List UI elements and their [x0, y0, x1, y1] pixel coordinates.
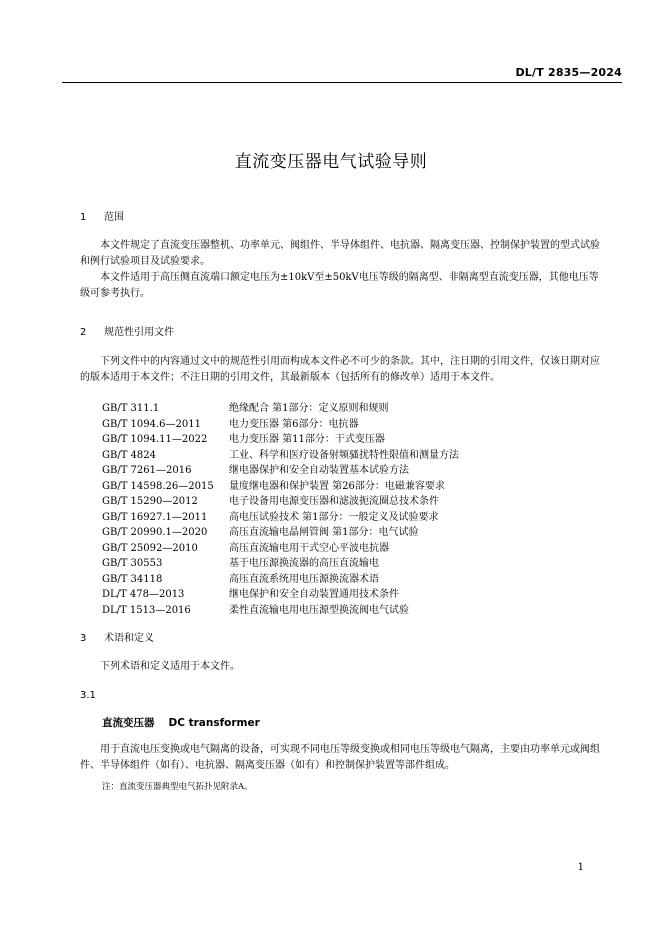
reference-title: 高压直流输电用干式空心平波电抗器: [229, 542, 389, 554]
reference-item: [102, 479, 459, 495]
reference-item: [102, 417, 459, 433]
term-chinese: 直流变压器: [102, 717, 155, 729]
reference-code: GB/T 30553: [102, 558, 163, 569]
section-1-heading: [80, 208, 124, 223]
reference-title: 量度继电器和保护装置 第26部分：电磁兼容要求: [229, 480, 445, 492]
reference-title: 高压直流系统用电压源换流器术语: [229, 573, 379, 585]
section-3-heading: [80, 629, 154, 644]
document-title: 直流变压器电气试验导则: [234, 152, 428, 172]
reference-item: [102, 572, 459, 588]
reference-title: 工业、科学和医疗设备射频骚扰特性限值和测量方法: [229, 449, 459, 461]
reference-item: [102, 556, 459, 572]
reference-code: GB/T 25092—2010: [102, 542, 198, 554]
reference-title: 高压直流输电晶闸管阀 第1部分：电气试验: [229, 527, 419, 538]
reference-item: [102, 432, 459, 448]
reference-code: GB/T 14598.26—2015: [102, 480, 214, 492]
reference-item: [102, 541, 459, 557]
section-3-number: 3: [80, 633, 87, 644]
reference-list: [102, 401, 459, 618]
reference-code: GB/T 4824: [102, 449, 157, 461]
reference-title: 电力变压器 第6部分：电抗器: [229, 418, 359, 430]
reference-code: GB/T 15290—2012: [102, 496, 198, 507]
document-code: DL/T 2835—2024: [515, 66, 622, 79]
section-1-number: 1: [80, 212, 87, 223]
section-2-number: 2: [80, 327, 87, 338]
reference-code: GB/T 16927.1—2011: [102, 511, 208, 523]
term-english: DC transformer: [168, 717, 260, 729]
scope-paragraph-2: 本文件适用于高压侧直流端口额定电压为±10kV至±50kV电压等级的隔离型、非隔离型直流变压器，其他电压等级可参考执行。: [80, 272, 599, 299]
section-2-title: 规范性引用文件: [104, 327, 174, 338]
reference-code: GB/T 34118: [102, 573, 163, 585]
references-intro: 下列文件中的内容通过文中的规范性引用而构成本文件必不可少的条款。其中，注日期的引用文件，仅该日期对应的版本适用于本文件；不注日期的引用文件，其最新版本（包括所有的修改单）适用于本文件。: [80, 356, 600, 383]
term-note: 注：直流变压器典型电气拓扑见附录A。: [102, 782, 253, 792]
scope-paragraph-1: 本文件规定了直流变压器整机、功率单元、阀组件、半导体组件、电抗器、隔离变压器、控制保护装置的型式试验和例行试验项目及试验要求。: [80, 240, 600, 267]
reference-item: [102, 587, 459, 603]
reference-title: 柔性直流输电用电压源型换流阀电气试验: [229, 604, 409, 616]
reference-title: 电力变压器 第11部分：干式变压器: [229, 434, 385, 445]
subsection-number: 3.1: [80, 690, 96, 701]
reference-code: DL/T 1513—2016: [102, 604, 191, 616]
reference-code: GB/T 1094.6—2011: [102, 418, 201, 430]
terms-intro: 下列术语和定义适用于本文件。: [100, 661, 240, 672]
reference-code: GB/T 7261—2016: [102, 465, 192, 476]
reference-title: 电子设备用电源变压器和滤波扼流圈总技术条件: [229, 496, 439, 507]
term-heading: [102, 715, 260, 730]
reference-item: [102, 603, 459, 619]
reference-code: GB/T 20990.1—2020: [102, 527, 208, 538]
reference-item: [102, 525, 459, 541]
reference-title: 继电保护和安全自动装置通用技术条件: [229, 589, 399, 600]
reference-code: GB/T 1094.11—2022: [102, 434, 208, 445]
reference-item: [102, 494, 459, 510]
reference-item: [102, 463, 459, 479]
reference-title: 基于电压源换流器的高压直流输电: [229, 558, 379, 569]
reference-code: DL/T 478—2013: [102, 589, 185, 600]
reference-title: 绝缘配合 第1部分：定义原则和规则: [229, 403, 389, 414]
reference-item: [102, 448, 459, 464]
page-number: 1: [577, 862, 584, 873]
reference-item: [102, 510, 459, 526]
reference-item: [102, 401, 459, 417]
header-divider: [62, 82, 622, 83]
section-2-heading: [80, 323, 174, 338]
reference-code: GB/T 311.1: [102, 403, 160, 414]
term-definition: 用于直流电压变换或电气隔离的设备，可实现不同电压等级变换或相同电压等级电气隔离，主要由功率单元或阀组件、半导体组件（如有）、电抗器、隔离变压器（如有）和控制保护装置等部件组成。: [80, 744, 600, 771]
section-1-title: 范围: [104, 212, 124, 223]
reference-title: 继电器保护和安全自动装置基本试验方法: [229, 465, 409, 476]
reference-title: 高电压试验技术 第1部分：一般定义及试验要求: [229, 511, 439, 523]
section-3-title: 术语和定义: [104, 633, 154, 644]
